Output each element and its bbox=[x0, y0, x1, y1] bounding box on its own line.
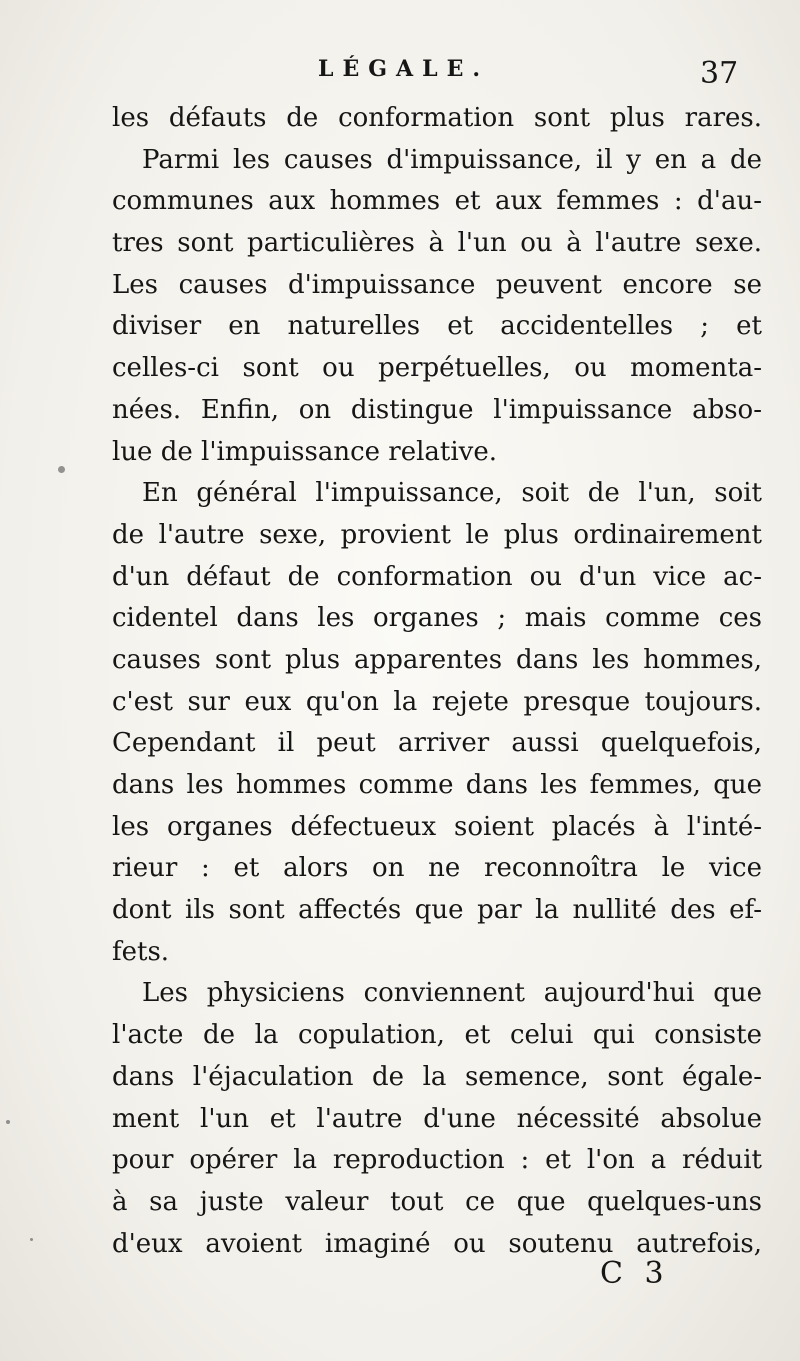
text-line: lue de l'impuissance relative. bbox=[112, 436, 498, 467]
text-line: les organes défectueux soient placés à l'inté- bbox=[112, 811, 762, 842]
text-line: dont ils sont affectés que par la nullité des ef- bbox=[112, 895, 762, 926]
text-line: Les causes d'impuissance peuvent encore se bbox=[112, 269, 762, 300]
text-line: communes aux hommes et aux femmes : d'au- bbox=[112, 186, 762, 217]
text-line: rieur : et alors on ne reconnoîtra le vice bbox=[112, 853, 762, 884]
body-text bbox=[112, 98, 762, 1265]
text-line: pour opérer la reproduction : et l'on a réduit bbox=[112, 1145, 762, 1176]
text-line: c'est sur eux qu'on la rejete presque toujours. bbox=[112, 686, 762, 717]
text-line: les défauts de conformation sont plus rares. bbox=[112, 103, 762, 133]
text-line: celles-ci sont ou perpétuelles, ou momenta- bbox=[112, 353, 762, 384]
text-line: dans les hommes comme dans les femmes, que bbox=[112, 770, 762, 800]
print-speck bbox=[6, 1120, 10, 1124]
text-line: dans l'éjaculation de la semence, sont égale- bbox=[112, 1061, 762, 1092]
page-number: 37 bbox=[700, 56, 739, 91]
text-line: cidentel dans les organes ; mais comme ces bbox=[112, 603, 762, 634]
text-line: à sa juste valeur tout ce que quelques-uns bbox=[112, 1186, 762, 1217]
running-title: LÉGALE. bbox=[318, 56, 489, 82]
print-speck bbox=[58, 466, 65, 473]
text-line: l'acte de la copulation, et celui qui consiste bbox=[112, 1020, 762, 1051]
text-line: Cependant il peut arriver aussi quelquefois, bbox=[112, 728, 762, 759]
page-header bbox=[0, 56, 800, 96]
text-line: diviser en naturelles et accidentelles ; et bbox=[112, 311, 762, 342]
text-line: causes sont plus apparentes dans les hommes, bbox=[112, 644, 762, 675]
text-line: tres sont particulières à l'un ou à l'autre sexe. bbox=[112, 228, 762, 259]
text-line: Parmi les causes d'impuissance, il y en a de bbox=[142, 144, 762, 175]
text-line: fets. bbox=[112, 936, 170, 967]
print-speck bbox=[30, 1238, 33, 1241]
text-line: Les physiciens conviennent aujourd'hui que bbox=[142, 978, 762, 1009]
text-line: d'eux avoient imaginé ou soutenu autrefois, bbox=[112, 1228, 762, 1259]
text-line: ment l'un et l'autre d'une nécessité absolue bbox=[112, 1103, 762, 1134]
text-line: de l'autre sexe, provient le plus ordinairement bbox=[112, 519, 762, 550]
text-line: En général l'impuissance, soit de l'un, soit bbox=[142, 478, 762, 509]
signature-mark: C 3 bbox=[600, 1256, 670, 1291]
text-line: d'un défaut de conformation ou d'un vice ac- bbox=[112, 561, 762, 592]
text-line: nées. Enfin, on distingue l'impuissance abso- bbox=[112, 394, 762, 425]
